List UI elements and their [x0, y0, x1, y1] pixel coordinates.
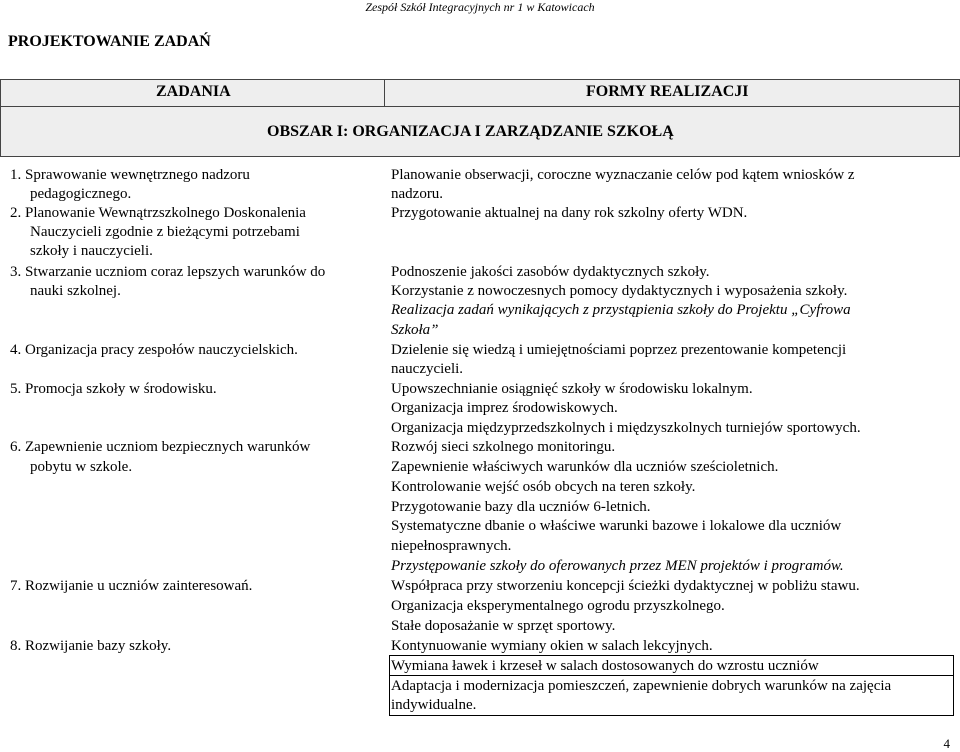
- form-12: Kontrolowanie wejść osób obcych na teren szkoły.: [391, 479, 696, 495]
- form-10: Rozwój sieci szkolnego monitoringu.: [391, 439, 616, 455]
- column-header-tasks: ZADANIA: [156, 83, 231, 100]
- form-13: Przygotowanie bazy dla uczniów 6-letnich.: [391, 499, 651, 515]
- task-3-line-2: nauki szkolnej.: [30, 283, 121, 299]
- task-3-line-1: 3. Stwarzanie uczniom coraz lepszych warunków do: [10, 264, 326, 280]
- row-separator: [389, 675, 954, 676]
- task-5: 5. Promocja szkoły w środowisku.: [10, 381, 217, 397]
- form-14-line-2: niepełnosprawnych.: [391, 538, 512, 554]
- task-6-line-2: pobytu w szkole.: [30, 459, 133, 475]
- document-header: Zespół Szkół Integracyjnych nr 1 w Katowicach: [365, 0, 595, 14]
- form-19: Kontynuowanie wymiany okien w salach lekcyjnych.: [391, 638, 713, 654]
- column-header-forms: FORMY REALIZACJI: [586, 83, 749, 100]
- form-1-line-2: nadzoru.: [391, 186, 444, 202]
- task-1-line-2: pedagogicznego.: [30, 186, 132, 202]
- task-2-line-1: 2. Planowanie Wewnątrzszkolnego Doskonalenia: [10, 205, 306, 221]
- task-2-line-2: Nauczycieli zgodnie z bieżącymi potrzebami: [30, 224, 300, 240]
- section-title: OBSZAR I: ORGANIZACJA I ZARZĄDZANIE SZKOŁĄ: [267, 123, 674, 140]
- row-separator: [389, 655, 954, 656]
- form-5-line-2: Szkoła”: [391, 322, 439, 338]
- page-title: PROJEKTOWANIE ZADAŃ: [8, 33, 211, 50]
- row-border-right: [953, 655, 954, 716]
- form-1-line-1: Planowanie obserwacji, coroczne wyznaczanie celów pod kątem wniosków z: [391, 167, 855, 183]
- form-7: Upowszechnianie osiągnięć szkoły w środowisku lokalnym.: [391, 381, 753, 397]
- column-header-bar: [0, 79, 960, 107]
- form-17: Organizacja eksperymentalnego ogrodu przyszkolnego.: [391, 598, 725, 614]
- form-5-line-1: Realizacja zadań wynikających z przystąpienia szkoły do Projektu „Cyfrowa: [391, 302, 851, 318]
- task-1-line-1: 1. Sprawowanie wewnętrznego nadzoru: [10, 167, 250, 183]
- form-11: Zapewnienie właściwych warunków dla uczniów sześcioletnich.: [391, 459, 779, 475]
- task-6-line-1: 6. Zapewnienie uczniom bezpiecznych warunków: [10, 439, 311, 455]
- row-border-left: [389, 655, 390, 716]
- form-8: Organizacja imprez środowiskowych.: [391, 400, 618, 416]
- form-18: Stałe doposażanie w sprzęt sportowy.: [391, 618, 616, 634]
- form-9: Organizacja międzyprzedszkolnych i międzyszkolnych turniejów sportowych.: [391, 420, 861, 436]
- section-header-bar: [0, 106, 960, 157]
- form-2: Przygotowanie aktualnej na dany rok szkolny oferty WDN.: [391, 205, 748, 221]
- task-4: 4. Organizacja pracy zespołów nauczycielskich.: [10, 342, 298, 358]
- task-2-line-3: szkoły i nauczycieli.: [30, 243, 153, 259]
- column-divider: [384, 79, 385, 107]
- form-15: Przystępowanie szkoły do oferowanych przez MEN projektów i programów.: [391, 558, 844, 574]
- row-separator: [389, 715, 954, 716]
- form-6-line-1: Dzielenie się wiedzą i umiejętnościami poprzez prezentowanie kompetencji: [391, 342, 847, 358]
- form-21-line-1: Adaptacja i modernizacja pomieszczeń, zapewnienie dobrych warunków na zajęcia: [391, 678, 892, 694]
- form-14-line-1: Systematyczne dbanie o właściwe warunki bazowe i lokalowe dla uczniów: [391, 518, 842, 534]
- form-6-line-2: nauczycieli.: [391, 361, 464, 377]
- task-7: 7. Rozwijanie u uczniów zainteresowań.: [10, 578, 253, 594]
- form-3: Podnoszenie jakości zasobów dydaktycznych szkoły.: [391, 264, 710, 280]
- task-8: 8. Rozwijanie bazy szkoły.: [10, 638, 172, 654]
- form-4: Korzystanie z nowoczesnych pomocy dydaktycznych i wyposażenia szkoły.: [391, 283, 848, 299]
- form-21-line-2: indywidualne.: [391, 697, 477, 713]
- form-16: Współpraca przy stworzeniu koncepcji ścieżki dydaktycznej w pobliżu stawu.: [391, 578, 860, 594]
- page-number: 4: [943, 736, 950, 751]
- form-20: Wymiana ławek i krzeseł w salach dostosowanych do wzrostu uczniów: [391, 658, 819, 674]
